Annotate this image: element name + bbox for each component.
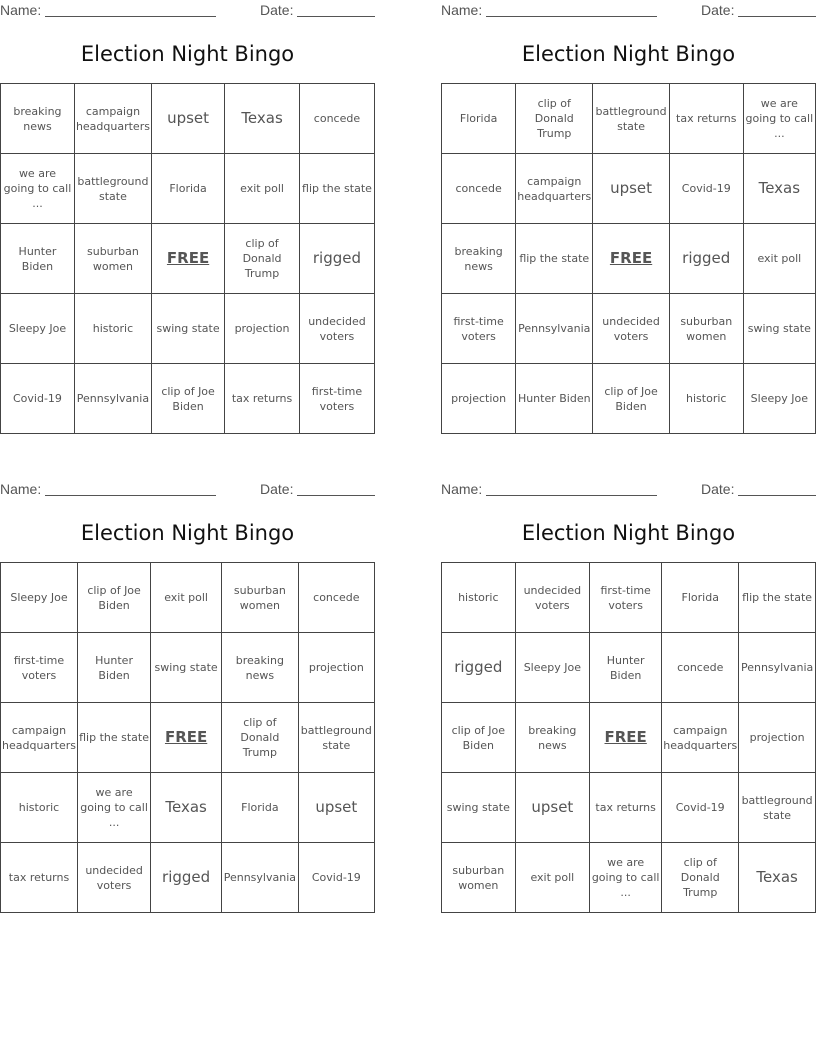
bingo-cell[interactable]: campaign headquarters — [662, 703, 739, 773]
free-space[interactable]: FREE — [151, 703, 222, 773]
bingo-row — [1, 703, 375, 773]
bingo-row — [442, 633, 816, 703]
date-blank[interactable] — [297, 4, 375, 17]
name-blank[interactable] — [486, 483, 657, 496]
bingo-cell[interactable]: clip of Donald Trump — [516, 84, 593, 154]
bingo-cell[interactable]: Covid-19 — [1, 364, 75, 434]
bingo-cell[interactable]: upset — [151, 84, 224, 154]
bingo-cell[interactable]: Florida — [222, 773, 299, 843]
bingo-cell[interactable]: Florida — [442, 84, 516, 154]
name-label: Name: — [441, 2, 483, 18]
bingo-cell[interactable]: Sleepy Joe — [1, 294, 75, 364]
bingo-cell[interactable]: tax returns — [669, 84, 743, 154]
name-label: Name: — [0, 2, 42, 18]
bingo-row — [1, 633, 375, 703]
bingo-cell[interactable]: flip the state — [299, 154, 374, 224]
bingo-cell[interactable]: suburban women — [442, 843, 516, 913]
bingo-cell[interactable]: Pennsylvania — [739, 633, 816, 703]
bingo-cell[interactable]: clip of Donald Trump — [225, 224, 300, 294]
bingo-cell[interactable]: Hunter Biden — [1, 224, 75, 294]
bingo-cell[interactable]: clip of Donald Trump — [662, 843, 739, 913]
bingo-cell[interactable]: concede — [662, 633, 739, 703]
bingo-cell[interactable]: first-time voters — [442, 294, 516, 364]
bingo-row — [442, 294, 816, 364]
bingo-cell[interactable]: suburban women — [222, 563, 299, 633]
bingo-cell[interactable]: first-time voters — [299, 364, 374, 434]
date-blank[interactable] — [297, 483, 375, 496]
bingo-cell[interactable]: we are going to call ... — [78, 773, 151, 843]
card-header — [0, 481, 375, 499]
bingo-cell[interactable]: Hunter Biden — [590, 633, 662, 703]
bingo-row — [442, 224, 816, 294]
bingo-row — [1, 364, 375, 434]
bingo-cell[interactable]: breaking news — [1, 84, 75, 154]
name-blank[interactable] — [45, 4, 216, 17]
bingo-row — [1, 224, 375, 294]
bingo-cell[interactable]: Sleepy Joe — [515, 633, 589, 703]
bingo-cell[interactable]: rigged — [442, 633, 516, 703]
bingo-cell[interactable]: first-time voters — [1, 633, 78, 703]
bingo-cell[interactable]: clip of Joe Biden — [442, 703, 516, 773]
bingo-cell[interactable]: projection — [225, 294, 300, 364]
bingo-cell[interactable]: we are going to call ... — [743, 84, 815, 154]
bingo-cell[interactable]: exit poll — [151, 563, 222, 633]
card-title: Election Night Bingo — [80, 521, 295, 545]
bingo-cell[interactable]: rigged — [669, 224, 743, 294]
bingo-row — [1, 294, 375, 364]
bingo-grid — [0, 562, 375, 913]
bingo-cell[interactable]: Hunter Biden — [516, 364, 593, 434]
bingo-row — [442, 843, 816, 913]
bingo-row — [442, 773, 816, 843]
free-space[interactable]: FREE — [151, 224, 224, 294]
bingo-cell[interactable]: campaign headquarters — [74, 84, 151, 154]
bingo-row — [442, 703, 816, 773]
card-title: Election Night Bingo — [521, 521, 736, 545]
bingo-cell[interactable]: undecided voters — [78, 843, 151, 913]
bingo-cell[interactable]: we are going to call ... — [590, 843, 662, 913]
bingo-cell[interactable]: Florida — [662, 563, 739, 633]
bingo-cell[interactable]: projection — [442, 364, 516, 434]
name-label: Name: — [441, 481, 483, 497]
bingo-cell[interactable]: clip of Joe Biden — [78, 563, 151, 633]
free-space[interactable]: FREE — [593, 224, 670, 294]
bingo-cell[interactable]: historic — [669, 364, 743, 434]
bingo-cell[interactable]: Pennsylvania — [222, 843, 299, 913]
bingo-cell[interactable]: swing state — [743, 294, 815, 364]
bingo-cell[interactable]: flip the state — [739, 563, 816, 633]
bingo-cell[interactable]: Hunter Biden — [78, 633, 151, 703]
bingo-cell[interactable]: Texas — [151, 773, 222, 843]
free-space[interactable]: FREE — [590, 703, 662, 773]
bingo-cell[interactable]: projection — [298, 633, 374, 703]
bingo-cell[interactable]: concede — [442, 154, 516, 224]
bingo-cell[interactable]: Covid-19 — [669, 154, 743, 224]
bingo-cell[interactable]: Sleepy Joe — [743, 364, 815, 434]
bingo-cell[interactable]: exit poll — [225, 154, 300, 224]
bingo-cell[interactable]: Texas — [743, 154, 815, 224]
bingo-cell[interactable]: Covid-19 — [298, 843, 374, 913]
bingo-row — [442, 84, 816, 154]
bingo-cell[interactable]: historic — [442, 563, 516, 633]
bingo-grid — [0, 83, 375, 434]
bingo-cell[interactable]: exit poll — [515, 843, 589, 913]
bingo-cell[interactable]: concede — [299, 84, 374, 154]
card-header — [441, 481, 816, 499]
bingo-row — [1, 154, 375, 224]
bingo-cell[interactable]: Florida — [151, 154, 224, 224]
bingo-cell[interactable]: Texas — [225, 84, 300, 154]
date-label: Date: — [260, 2, 294, 18]
bingo-cell[interactable]: swing state — [151, 633, 222, 703]
bingo-row — [442, 154, 816, 224]
card-title: Election Night Bingo — [521, 42, 736, 66]
bingo-cell[interactable]: suburban women — [669, 294, 743, 364]
bingo-cell[interactable]: upset — [593, 154, 670, 224]
bingo-cell[interactable]: tax returns — [1, 843, 78, 913]
bingo-row — [442, 364, 816, 434]
name-blank[interactable] — [486, 4, 657, 17]
bingo-cell[interactable]: tax returns — [225, 364, 300, 434]
bingo-cell[interactable]: flip the state — [516, 224, 593, 294]
bingo-cell[interactable]: breaking news — [442, 224, 516, 294]
bingo-row — [1, 563, 375, 633]
bingo-cell[interactable]: suburban women — [74, 224, 151, 294]
bingo-cell[interactable]: tax returns — [590, 773, 662, 843]
bingo-cell[interactable]: first-time voters — [590, 563, 662, 633]
date-label: Date: — [260, 481, 294, 497]
bingo-cell[interactable]: historic — [1, 773, 78, 843]
bingo-cell[interactable]: we are going to call ... — [1, 154, 75, 224]
bingo-grid — [441, 83, 816, 434]
bingo-row — [1, 773, 375, 843]
bingo-cell[interactable]: clip of Donald Trump — [222, 703, 299, 773]
date-label: Date: — [701, 2, 735, 18]
bingo-cell[interactable]: Pennsylvania — [74, 364, 151, 434]
bingo-cell[interactable]: upset — [515, 773, 589, 843]
bingo-cell[interactable]: concede — [298, 563, 374, 633]
bingo-cell[interactable]: Covid-19 — [662, 773, 739, 843]
card-header — [0, 2, 375, 20]
bingo-cell[interactable]: upset — [298, 773, 374, 843]
bingo-cell[interactable]: breaking news — [222, 633, 299, 703]
bingo-cell[interactable]: battleground state — [74, 154, 151, 224]
bingo-row — [1, 843, 375, 913]
bingo-cell[interactable]: battleground state — [593, 84, 670, 154]
date-blank[interactable] — [738, 483, 816, 496]
bingo-cell[interactable]: campaign headquarters — [516, 154, 593, 224]
bingo-cell[interactable]: flip the state — [78, 703, 151, 773]
bingo-cell[interactable]: undecided voters — [515, 563, 589, 633]
bingo-cell[interactable]: campaign headquarters — [1, 703, 78, 773]
name-label: Name: — [0, 481, 42, 497]
bingo-cell[interactable]: clip of Joe Biden — [593, 364, 670, 434]
bingo-cell[interactable]: undecided voters — [593, 294, 670, 364]
card-title: Election Night Bingo — [80, 42, 295, 66]
bingo-cell[interactable]: breaking news — [515, 703, 589, 773]
bingo-cell[interactable]: battleground state — [298, 703, 374, 773]
bingo-cell[interactable]: Pennsylvania — [516, 294, 593, 364]
date-label: Date: — [701, 481, 735, 497]
bingo-grid — [441, 562, 816, 913]
bingo-cell[interactable]: rigged — [299, 224, 374, 294]
bingo-row — [1, 84, 375, 154]
bingo-cell[interactable]: clip of Joe Biden — [151, 364, 224, 434]
bingo-cell[interactable]: battleground state — [739, 773, 816, 843]
bingo-cell[interactable]: Texas — [739, 843, 816, 913]
bingo-row — [442, 563, 816, 633]
bingo-cell[interactable]: Sleepy Joe — [1, 563, 78, 633]
bingo-cell[interactable]: swing state — [442, 773, 516, 843]
card-header — [441, 2, 816, 20]
name-blank[interactable] — [45, 483, 216, 496]
bingo-cell[interactable]: projection — [739, 703, 816, 773]
date-blank[interactable] — [738, 4, 816, 17]
bingo-cell[interactable]: rigged — [151, 843, 222, 913]
bingo-cell[interactable]: undecided voters — [299, 294, 374, 364]
bingo-cell[interactable]: exit poll — [743, 224, 815, 294]
bingo-cell[interactable]: swing state — [151, 294, 224, 364]
bingo-cell[interactable]: historic — [74, 294, 151, 364]
